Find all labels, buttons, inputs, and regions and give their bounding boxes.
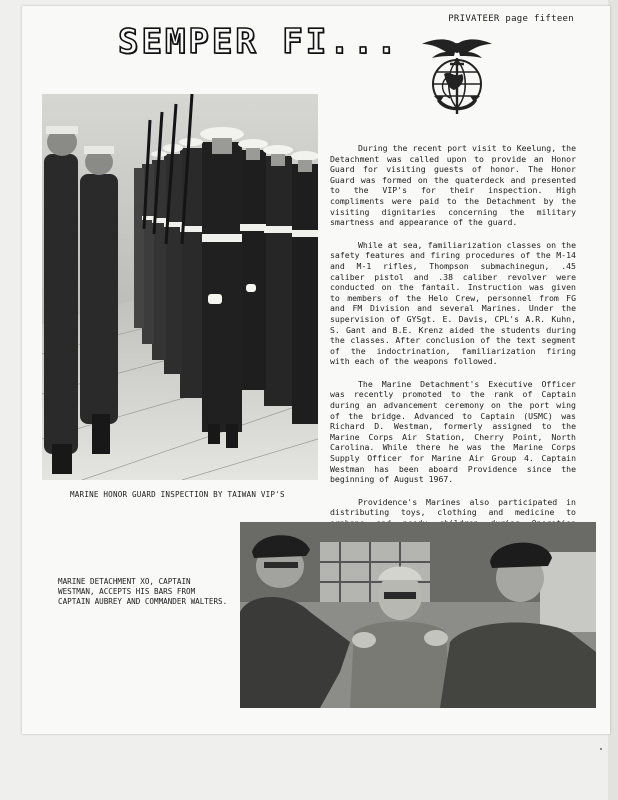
article-paragraph: During the recent port visit to Keelung, the Detachment was called upon to provide an Honor Guard for visiting guests of honor. The Honor Guard was formed on the quaterdeck and presented to the VIP's for their inspection. High compliments were paid to the Detachment by the visiting dignitaries concerning the military smartness and appearance of the guard.	[330, 143, 576, 228]
honor-guard-photo	[42, 94, 318, 480]
page-header: PRIVATEER page fifteen	[448, 14, 574, 24]
eagle-globe-anchor-icon	[416, 34, 498, 116]
page-speck	[600, 748, 602, 750]
promotion-ceremony-photo	[240, 522, 596, 708]
article-paragraph: The Marine Detachment's Executive Officer was recently promoted to the rank of Captain during an advancement ceremony on the port wing of the bridge. Advanced to Captain (USMC) was Richard D. Westman, formerly assigned to the Marine Corps Air Station, Cherry Point, North Carolina. While there he was the Marine Corps Supply Officer for Marine Air Group 4. Captain Westman has been aboard Providence since the beginning of August 1967.	[330, 378, 576, 485]
article-paragraph: While at sea, familiarization classes on the safety features and firing procedures of the M-14 and M-1 rifles, Thompson submachinegun, .45 caliber pistol and .38 caliber revolver were conducted on the fantail. Instruction was given to members of the Helo Crew, personnel from FG and FM Division and several Marines. Under the supervision of GYSgt. E. Davis, CPL's A.R. Kuhn, S. Gant and B.E. Krenz aided the students during the classes. After conclusion of the text segment of the indoctrination, familiarization firing with each of the weapons followed.	[330, 239, 576, 367]
honor-guard-caption: MARINE HONOR GUARD INSPECTION BY TAIWAN VIP'S	[70, 490, 285, 499]
article-paragraph: Providence's Marines also participated in distributing toys, clothing and medicine to	[330, 496, 576, 518]
page-title: SEMPER FI...	[118, 22, 400, 62]
promotion-caption: MARINE DETACHMENT XO, CAPTAIN WESTMAN, ACCEPTS HIS BARS FROM CAPTAIN AUBREY AND COMMANDER WALTERS.	[58, 577, 228, 606]
article-body	[330, 143, 576, 551]
